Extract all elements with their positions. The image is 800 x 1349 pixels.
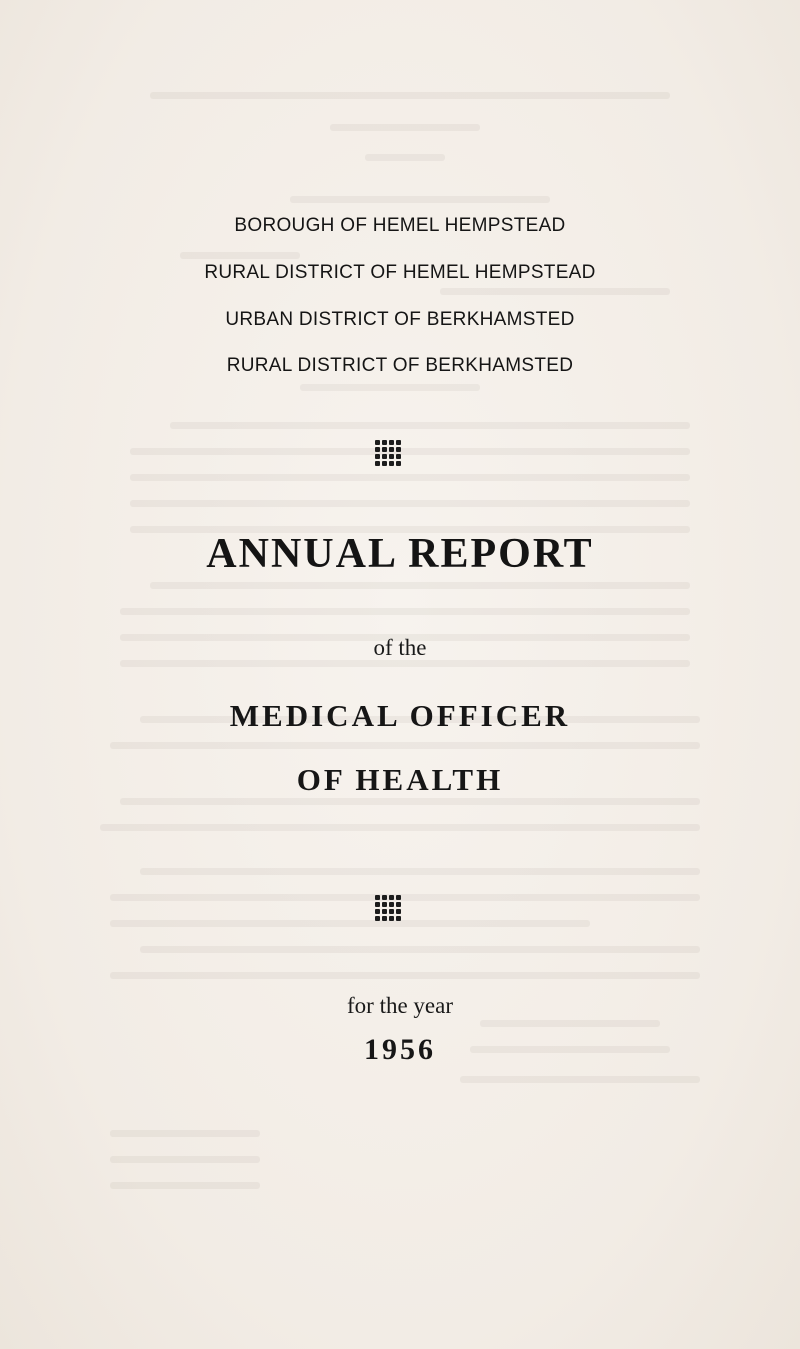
subtitle-medical-officer: MEDICAL OFFICER (229, 698, 571, 733)
district-line-1: BOROUGH OF HEMEL HEMPSTEAD (234, 215, 566, 236)
district-line-2: RURAL DISTRICT OF HEMEL HEMPSTEAD (204, 262, 596, 283)
report-year: 1956 (364, 1033, 436, 1066)
district-line-4: RURAL DISTRICT OF BERKHAMSTED (226, 355, 574, 376)
subtitle-of-health: OF HEALTH (296, 762, 504, 797)
report-title: ANNUAL REPORT (206, 531, 594, 577)
for-the-year-text: for the year (347, 993, 453, 1018)
ornament-top (375, 440, 401, 466)
ornament-bottom (375, 895, 401, 921)
district-line-3: URBAN DISTRICT OF BERKHAMSTED (225, 309, 575, 330)
of-the-text: of the (373, 635, 427, 660)
